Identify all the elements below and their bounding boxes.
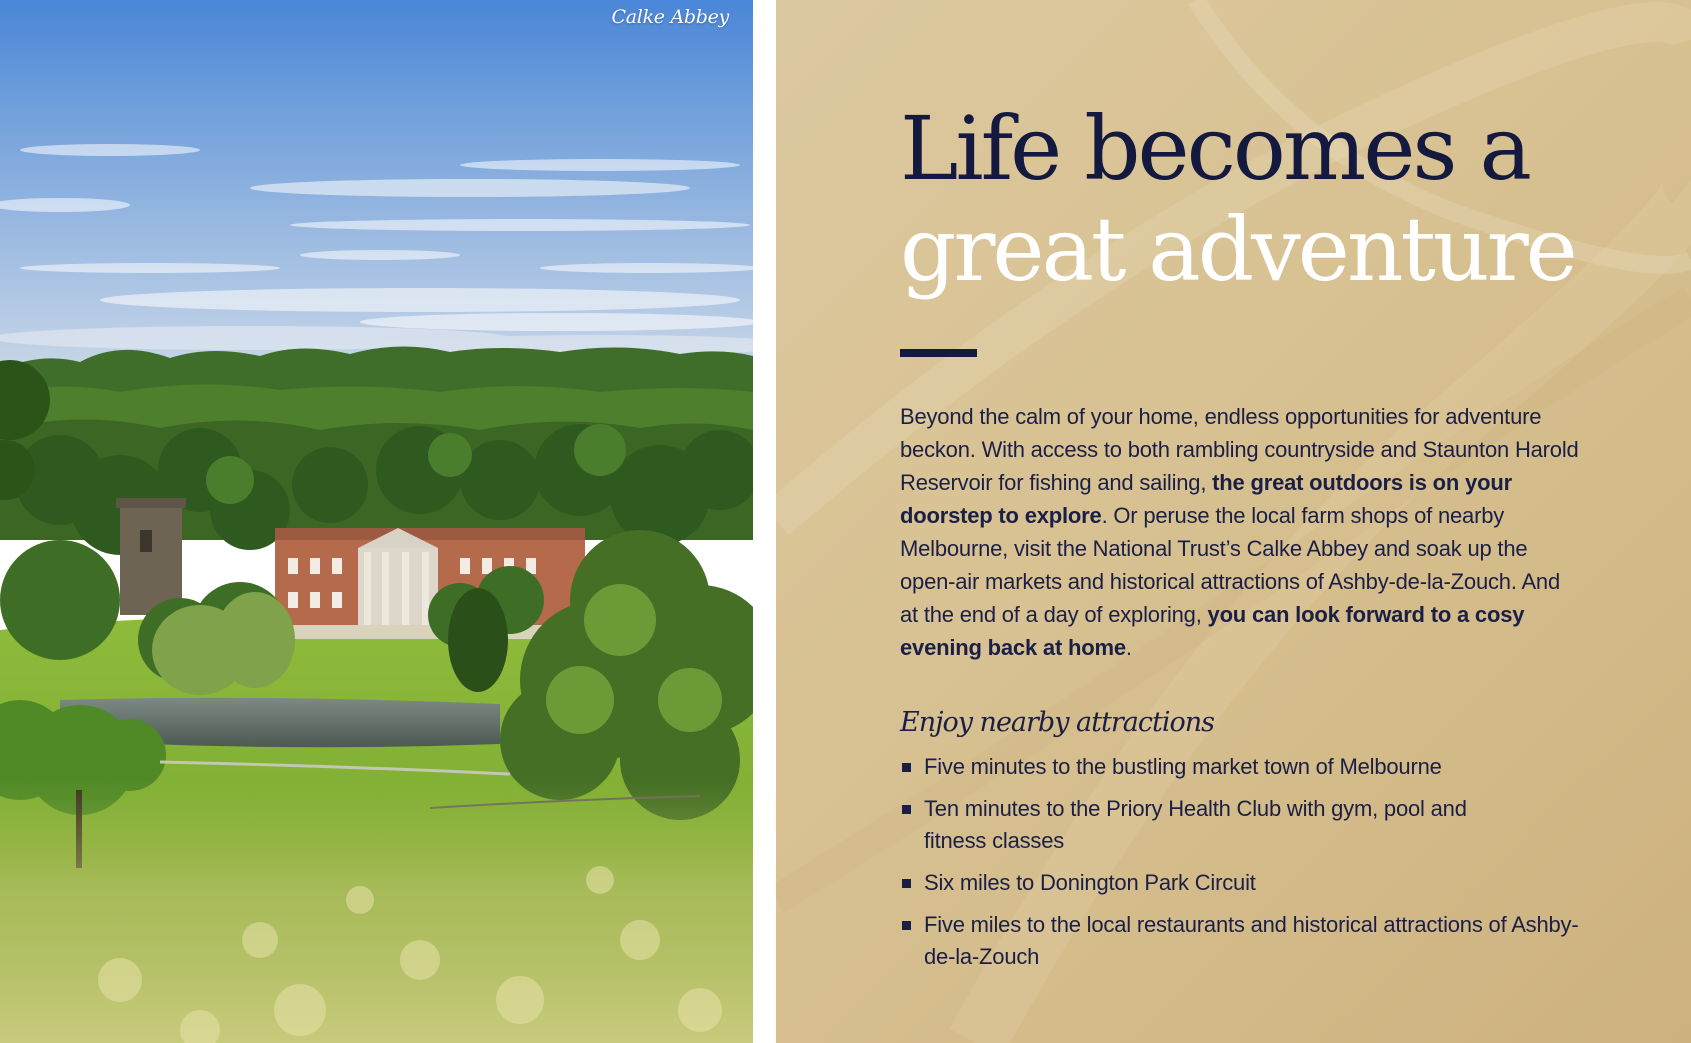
list-item — [900, 793, 1514, 857]
list-item-text: Five miles to the local restaurants and historical attractions of Ashby-de-la-Zouch — [924, 912, 1579, 969]
headline-line-1: Life becomes a — [900, 97, 1529, 200]
list-item — [900, 751, 1580, 783]
square-bullet-icon — [902, 879, 911, 888]
square-bullet-icon — [902, 805, 911, 814]
body-text-3: . — [1125, 635, 1132, 660]
body-text-2: . Or peruse the local farm shops of nearby Melbourne, visit the National Trust’s Calke Abbey and soak up the open-air markets and historical attractions of Ashby-de-la-Zouch. And at the end of a day of exploring, — [900, 503, 1560, 627]
attractions-heading: Enjoy nearby attractions — [900, 707, 1214, 738]
square-bullet-icon — [902, 763, 911, 772]
headline-line-2: great adventure — [900, 198, 1575, 301]
list-item-text: Five minutes to the bustling market town of Melbourne — [924, 754, 1442, 779]
body-text-1: Beyond the calm of your home, endless opportunities for adventure beckon. With access to both rambling countryside and Staunton Harold Reservoir for fishing and sailing, — [900, 404, 1579, 495]
calke-abbey-photo — [0, 0, 753, 1043]
square-bullet-icon — [902, 921, 911, 930]
divider-rule — [900, 349, 977, 357]
list-item-text: Six miles to Donington Park Circuit — [924, 870, 1256, 895]
list-item — [900, 909, 1580, 973]
photo-caption: Calke Abbey — [611, 6, 729, 28]
attractions-list — [900, 751, 1580, 983]
body-highlight-1: the great outdoors is on your doorstep to explore — [900, 470, 1512, 528]
body-paragraph — [900, 400, 1580, 664]
page-gutter — [753, 0, 776, 1043]
body-highlight-2: you can look forward to a cosy evening back at home — [900, 602, 1525, 660]
headline — [900, 98, 1575, 300]
landscape-illustration — [0, 0, 753, 1043]
text-panel — [776, 0, 1691, 1043]
list-item — [900, 867, 1580, 899]
list-item-text: Ten minutes to the Priory Health Club with gym, pool and fitness classes — [924, 796, 1467, 853]
